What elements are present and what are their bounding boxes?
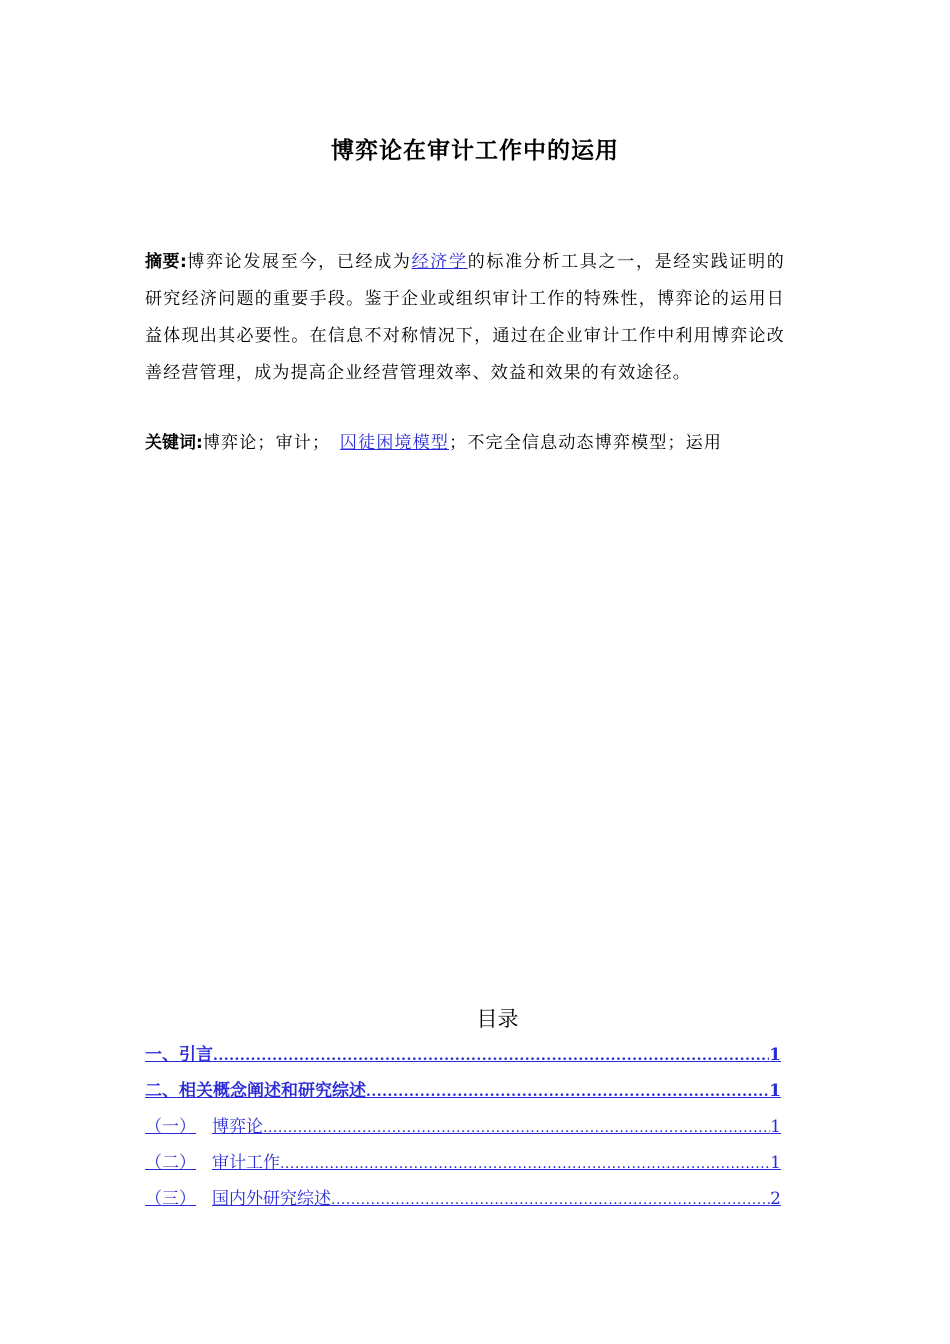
toc-page-number: 2 (770, 1189, 781, 1209)
abstract-paragraph (145, 244, 785, 392)
keywords-text-end: ；不完全信息动态博弈模型；运用 (449, 433, 723, 453)
abstract-text-end: 的标准分析工具之一，是经实践证明的研究经济问题的重要手段。鉴于企业或组织审计工作的特殊性，博弈论的运用日益体现出其必要性。在信息不对称情况下，通过在企业审计工作中利用博弈论改善经营管理，成为提高企业经营管理效率、效益和效果的有效途径。 (145, 252, 785, 383)
keywords-lead: 关键词: (145, 433, 203, 453)
table-of-contents (145, 1040, 781, 1220)
abstract-text-start: 博弈论发展至今，已经成为 (186, 252, 412, 272)
toc-item-label: 一、引言 (145, 1045, 213, 1065)
toc-item-introduction[interactable] (145, 1040, 781, 1076)
toc-leader-dots (331, 1192, 770, 1208)
toc-item-number: （一） (145, 1117, 196, 1137)
toc-page-number: 1 (770, 1153, 781, 1173)
toc-leader-dots (263, 1120, 770, 1136)
toc-page-number: 1 (769, 1081, 781, 1101)
prisoners-dilemma-link[interactable]: 囚徒困境模型 (339, 433, 450, 453)
toc-page-number: 1 (769, 1045, 781, 1065)
toc-leader-dots (213, 1048, 769, 1064)
keywords-text-start: 博弈论；审计； (202, 433, 340, 453)
toc-item-audit-work[interactable] (145, 1148, 781, 1184)
keywords-paragraph (145, 425, 785, 462)
toc-item-game-theory[interactable] (145, 1112, 781, 1148)
toc-item-label: 二、相关概念阐述和研究综述 (145, 1081, 366, 1101)
toc-leader-dots (280, 1156, 770, 1172)
toc-item-label: 审计工作 (212, 1153, 280, 1173)
abstract-lead: 摘要: (145, 252, 187, 272)
toc-item-number: （二） (145, 1153, 196, 1173)
toc-page-number: 1 (770, 1117, 781, 1137)
toc-heading: 目录 (476, 1007, 519, 1031)
toc-item-number: （三） (145, 1189, 196, 1209)
toc-item-literature-review[interactable] (145, 1184, 781, 1220)
economics-link[interactable]: 经济学 (411, 252, 468, 272)
toc-item-label: 博弈论 (212, 1117, 263, 1137)
toc-item-concepts-review[interactable] (145, 1076, 781, 1112)
toc-leader-dots (366, 1084, 769, 1100)
document-title: 博弈论在审计工作中的运用 (331, 138, 619, 164)
toc-item-label: 国内外研究综述 (212, 1189, 331, 1209)
